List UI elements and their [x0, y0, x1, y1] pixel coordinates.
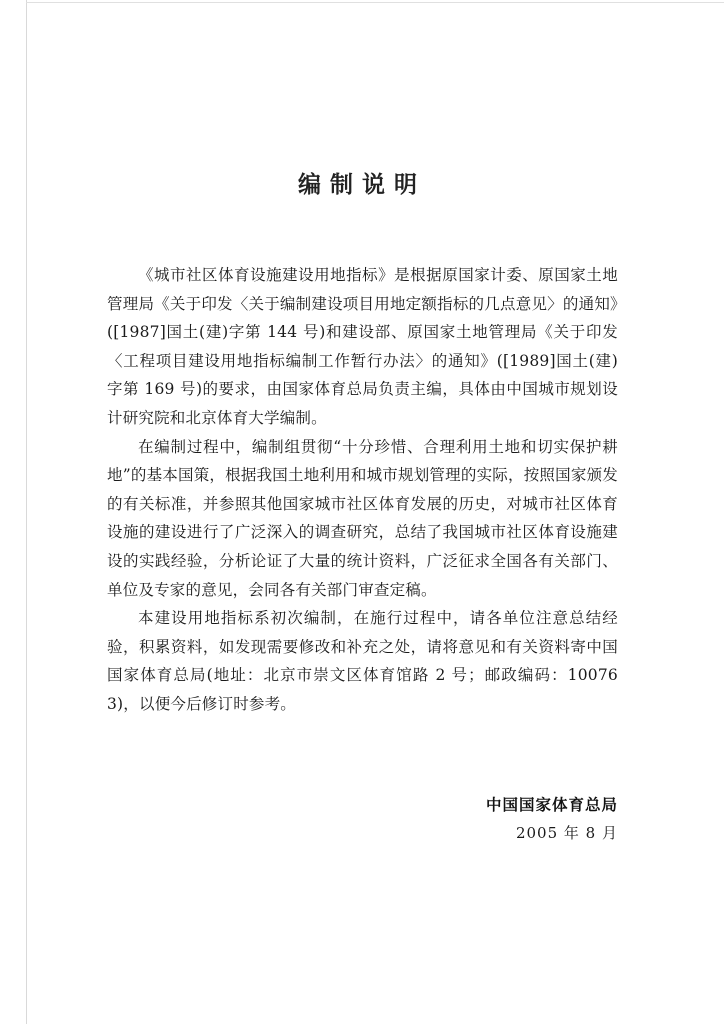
- page-title: 编制说明: [298, 172, 426, 198]
- signature-date: 2005 年 8 月: [515, 824, 618, 842]
- document-body: [107, 261, 618, 719]
- page-edge-top: [26, 2, 724, 3]
- paragraph-3: 本建设用地指标系初次编制，在施行过程中，请各单位注意总结经验，积累资料，如发现需要修改和补充之处，请将意见和有关资料寄中国国家体育总局(地址：北京市崇文区体育馆路 2 号；邮政编码：100763)，以便今后修订时参考。: [107, 609, 618, 713]
- paragraph-1: 《城市社区体育设施建设用地指标》是根据原国家计委、原国家土地管理局《关于印发〈关于编制建设项目用地定额指标的几点意见〉的通知》([1987]国土(建)字第 144 号)和建设部、原国家土地管理局《关于印发〈工程项目建设用地指标编制工作暂行办法〉的通知》([1989]国土(建)字第 169 号)的要求，由国家体育总局负责主编，具体由中国城市规划设计研究院和北京体育大学编制。: [107, 266, 618, 427]
- signature-organization: 中国国家体育总局: [485, 796, 618, 814]
- paragraph-2: 在编制过程中，编制组贯彻“十分珍惜、合理利用土地和切实保护耕地”的基本国策，根据我国土地利用和城市规划管理的实际，按照国家颁发的有关标准，并参照其他国家城市社区体育发展的历史，对城市社区体育设施的建设进行了广泛深入的调查研究，总结了我国城市社区体育设施建设的实践经验，分析论证了大量的统计资料，广泛征求全国各有关部门、单位及专家的意见，会同各有关部门审查定稿。: [107, 437, 618, 599]
- page-edge: [26, 0, 27, 1024]
